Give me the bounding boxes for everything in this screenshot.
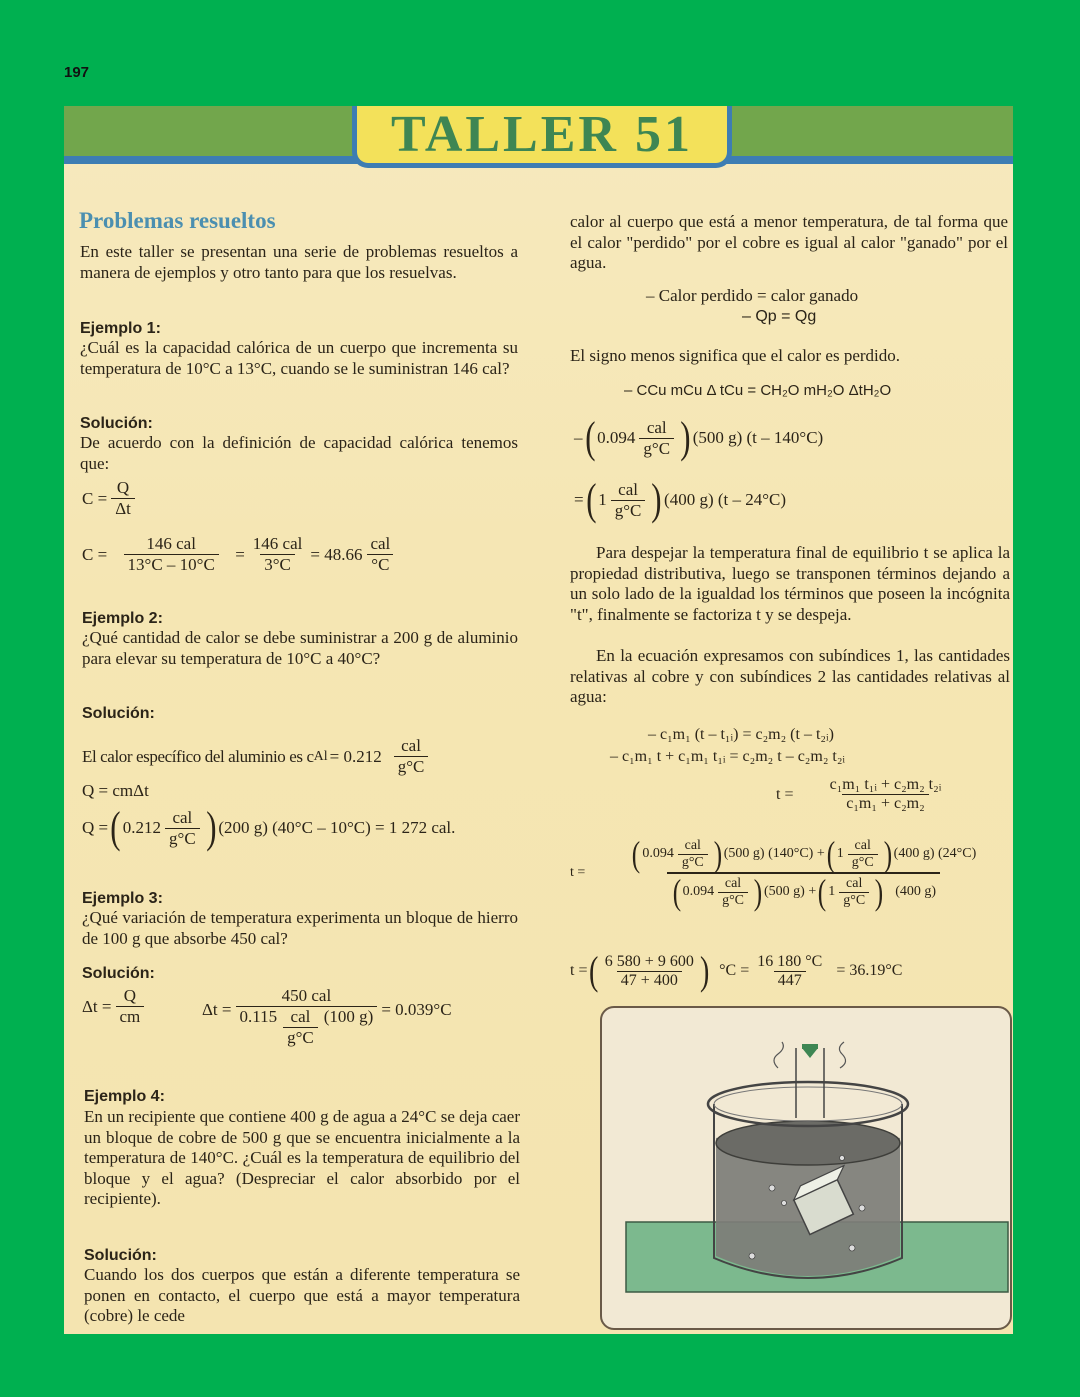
unit-fraction — [678, 838, 708, 871]
numerator: Q — [123, 986, 137, 1005]
open-paren: ( — [110, 803, 121, 852]
prefix: = — [574, 490, 584, 509]
calc-lhs: Δt = — [202, 1000, 232, 1019]
denominator: g°C — [394, 756, 429, 777]
sign-note: El signo menos significa que el calor es perdido. — [570, 346, 900, 365]
unit-fraction — [611, 480, 646, 521]
numerator: cal — [684, 837, 701, 853]
example-2-calculation — [82, 803, 456, 852]
denominator: g°C — [839, 892, 869, 909]
coefficient: 1 — [598, 490, 607, 509]
close-paren: ) — [713, 834, 722, 874]
beaker-with-copper-block-icon — [602, 1008, 1010, 1328]
numerator: 6 580 + 9 600 — [604, 952, 694, 970]
title-box — [352, 106, 732, 168]
section-title: Problemas resueltos — [79, 208, 276, 233]
example-4-label: Ejemplo 4: — [84, 1088, 165, 1105]
denominator: g°C — [848, 854, 878, 871]
example-3-question: ¿Qué variación de temperatura experimenta un bloque de hierro de 100 g que absorbe 450 cal? — [82, 908, 518, 948]
coefficient: 0.094 — [682, 884, 715, 899]
close-paren: ) — [753, 872, 763, 912]
lhs: t = — [570, 962, 588, 979]
rest: (500 g) (t – 140°C) — [692, 428, 824, 447]
close-paren: ) — [205, 803, 217, 852]
fraction — [111, 534, 231, 575]
middle: (500 g) + — [764, 884, 817, 899]
example-3-label: Ejemplo 3: — [82, 890, 163, 907]
example-3-formula — [82, 986, 148, 1027]
denominator — [667, 872, 940, 910]
denominator: °C — [367, 554, 393, 575]
example-4-solution-label: Solución: — [84, 1247, 157, 1264]
numerator: cal — [646, 417, 667, 437]
open-paren: ( — [632, 834, 641, 874]
example-4-solution-text: Cuando los dos cuerpos que están a diferente temperatura se ponen en contacto, el cuerpo que está a mayor temperatura (cobre) le cede — [84, 1265, 520, 1325]
denominator: g°C — [611, 500, 646, 521]
substitution-fraction — [570, 836, 1013, 910]
result: = 48.66 — [310, 544, 363, 564]
final-result — [570, 948, 903, 993]
denominator: g°C — [639, 438, 674, 459]
denominator: c₁m₁ + c₂m₂ — [842, 794, 928, 813]
denominator: g°C — [165, 828, 200, 849]
close-paren: ) — [680, 413, 691, 462]
numerator: cal — [370, 534, 391, 553]
numerator: Q — [116, 478, 130, 497]
coefficient: 0.115 — [239, 1007, 278, 1026]
unit: °C = — [719, 962, 750, 979]
lhs: t = — [776, 785, 794, 803]
close-paren: ) — [651, 475, 662, 524]
continuation-text: calor al cuerpo que está a menor temperatura, de tal forma que el calor "perdido" por el cobre es igual al calor "ganado" por el agua. — [570, 212, 1008, 272]
fraction — [249, 534, 307, 575]
denominator — [236, 1006, 378, 1048]
result: = 36.19°C — [836, 962, 903, 979]
denominator: g°C — [718, 892, 748, 909]
example-1-formula — [82, 478, 139, 519]
formula-lhs: Δt = — [82, 996, 112, 1016]
example-3-calculation — [202, 986, 452, 1048]
numerator: 146 cal — [252, 534, 303, 553]
paragraph-2: En la ecuación expresamos con subíndices 1, las cantidades relativas al cobre y con subíndices 2 las cantidades relativas al agua: — [570, 646, 1010, 706]
numerator: cal — [618, 479, 638, 499]
end: (400 g) (24°C) — [893, 846, 977, 861]
workbook-page — [64, 106, 1013, 1334]
numerator: cal — [290, 1007, 311, 1026]
example-1-question: ¿Cuál es la capacidad calórica de un cuerpo que incrementa su temperatura de 10°C a 13°C, cuando se le suministran 146 cal? — [80, 338, 518, 378]
numerator: cal — [724, 875, 742, 891]
unit-fraction — [839, 876, 869, 909]
open-paren: ( — [584, 413, 595, 462]
intro-text: En este taller se presentan una serie de problemas resueltos a manera de ejemplos y otro tanto para que los resuelvas. — [80, 242, 518, 282]
result: = 0.039°C — [381, 1000, 452, 1019]
specific-heat-text: El calor específico del aluminio es c — [82, 746, 314, 766]
unit-fraction — [366, 534, 394, 575]
denominator: 447 — [774, 971, 806, 990]
open-paren: ( — [672, 872, 681, 912]
numerator: 146 cal — [146, 534, 196, 553]
fraction — [601, 953, 698, 990]
denominator: cm — [116, 1006, 145, 1027]
numerator: c₁m₁ t₁ᵢ + c₂m₂ t₂ᵢ — [829, 776, 942, 793]
example-1-solution-label: Solución: — [80, 415, 153, 432]
unit-fraction — [718, 876, 748, 909]
example-3-solution-label: Solución: — [82, 965, 155, 982]
coefficient: 0.212 — [122, 818, 162, 837]
numerator — [626, 836, 980, 872]
fraction — [753, 953, 826, 990]
page-title: TALLER 51 — [391, 106, 693, 163]
numerator: cal — [854, 837, 871, 853]
algebra-line-2: – c₁m₁ t + c₁m₁ t₁ᵢ = c₂m₂ t – c₂m₂ t₂ᵢ — [610, 748, 846, 765]
algebra-line-3 — [776, 776, 977, 813]
subscript: Al — [313, 748, 328, 764]
unit-fraction — [848, 838, 878, 871]
calc-rest: (200 g) (40°C – 10°C) = 1 272 cal. — [218, 818, 456, 837]
unit-fraction — [283, 1007, 318, 1048]
open-paren: ( — [818, 872, 827, 912]
paragraph-1: Para despejar la temperatura final de equilibrio t se aplica la propiedad distributiva, luego se transponen términos dejando a un solo lado de la igualdad los términos que poseen la incógnita "t", finalmente se factoriza t y se despeja. — [570, 543, 1010, 624]
coefficient: 1 — [836, 846, 844, 861]
formula-lhs: C = — [82, 488, 108, 508]
lhs: t = — [570, 865, 586, 880]
example-2-question: ¿Qué cantidad de calor se debe suministrar a 200 g de aluminio para elevar su temperatura de 10°C a 40°C? — [82, 628, 518, 668]
example-1-solution-text: De acuerdo con la definición de capacidad calórica tenemos que: — [80, 433, 518, 473]
example-2-specific-heat — [82, 736, 432, 777]
numeric-equation-line-2 — [574, 475, 787, 524]
unit-fraction — [165, 808, 200, 849]
unit-fraction — [394, 736, 429, 777]
denominator: g°C — [678, 854, 708, 871]
coefficient: 0.094 — [597, 428, 636, 447]
numerator: 450 cal — [281, 986, 332, 1005]
page-number: 197 — [64, 64, 90, 81]
numerator: cal — [401, 736, 421, 755]
example-2-solution-label: Solución: — [82, 705, 155, 722]
example-2-label: Ejemplo 2: — [82, 610, 163, 627]
fraction — [589, 836, 1013, 910]
numerator: 16 180 °C — [757, 952, 823, 970]
middle: (500 g) (140°C) + — [723, 846, 825, 861]
prefix: – — [574, 428, 583, 447]
fraction — [236, 986, 378, 1048]
calc-lhs: C = — [82, 544, 108, 564]
equals: = — [235, 544, 245, 564]
beaker-illustration — [600, 1006, 1012, 1330]
denominator: 47 + 400 — [617, 971, 682, 990]
open-paren: ( — [589, 948, 599, 993]
mass: (100 g) — [323, 1007, 374, 1026]
balance-line-2: – Qp = Qg — [742, 308, 817, 325]
denominator: Δt — [111, 498, 135, 519]
fraction — [116, 986, 145, 1027]
coefficient: 0.094 — [642, 846, 674, 861]
numerator: cal — [172, 807, 193, 827]
specific-heat-value: = 0.212 — [329, 746, 382, 766]
example-1-calculation — [82, 534, 398, 575]
open-paren: ( — [826, 834, 835, 874]
close-paren: ) — [874, 872, 884, 912]
algebra-line-1: – c₁m₁ (t – t₁ᵢ) = c₂m₂ (t – t₂ᵢ) — [648, 726, 834, 743]
close-paren: ) — [883, 834, 892, 874]
symbolic-equation: – CCu mCu Δ tCu = CH₂O mH₂O ΔtH₂O — [624, 382, 892, 399]
example-4-question: En un recipiente que contiene 400 g de agua a 24°C se deja caer un bloque de cobre de 500 g que se encuentra inicialmente a la temperatura de 140°C. ¿Cuál es la temperatura de equilibrio del bloque y el agua? (Despreciar el calor absorbido por el recipiente). — [84, 1107, 520, 1208]
denominator: 13°C – 10°C — [124, 554, 219, 575]
numeric-equation-line-1 — [574, 413, 824, 462]
coefficient: 1 — [828, 884, 836, 899]
rest: (400 g) (t – 24°C) — [664, 490, 787, 509]
end: (400 g) — [895, 884, 937, 899]
example-1-label: Ejemplo 1: — [80, 320, 161, 337]
example-2-formula: Q = cmΔt — [82, 781, 149, 800]
numerator: cal — [846, 875, 863, 891]
denominator: g°C — [283, 1027, 318, 1048]
unit-fraction — [639, 418, 674, 459]
denominator: 3°C — [260, 554, 295, 575]
balance-line-1: – Calor perdido = calor ganado — [646, 286, 859, 305]
calc-lhs: Q = — [82, 818, 109, 837]
fraction — [111, 478, 135, 519]
close-paren: ) — [699, 948, 710, 993]
open-paren: ( — [585, 475, 597, 524]
fraction — [797, 776, 973, 813]
